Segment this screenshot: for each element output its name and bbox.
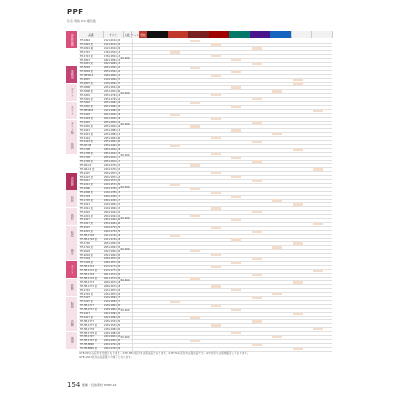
product-code: TE-1713 窓 bbox=[80, 54, 94, 58]
product-size: 205×184×16 bbox=[104, 124, 121, 128]
product-code: TE-1918 窓 bbox=[80, 117, 94, 120]
availability-mark bbox=[231, 106, 241, 108]
product-size: 220×157×20 bbox=[104, 179, 121, 183]
availability-mark bbox=[170, 114, 180, 116]
product-size: 234×194×30 bbox=[104, 222, 121, 226]
column-header bbox=[270, 31, 292, 38]
availability-mark bbox=[252, 47, 262, 49]
availability-mark bbox=[211, 137, 221, 139]
product-code: TE-HP-1797 bbox=[80, 335, 94, 339]
availability-mark bbox=[190, 340, 200, 342]
availability-mark bbox=[211, 75, 221, 77]
product-size: 220×176×26 bbox=[104, 343, 121, 347]
availability-mark bbox=[252, 121, 262, 123]
category-sidebar bbox=[66, 31, 77, 351]
product-code: TE-2215 窓 bbox=[80, 230, 94, 234]
product-code: TE-HP-1778 bbox=[80, 327, 94, 331]
availability-mark bbox=[272, 133, 282, 135]
case-group: 50 400 bbox=[117, 172, 133, 203]
product-size: 205×184×16 bbox=[104, 120, 121, 124]
availability-mark bbox=[313, 328, 323, 330]
product-code: TE-3416 窓 bbox=[80, 105, 94, 109]
product-size: 232×190×20 bbox=[104, 253, 121, 257]
product-code: TE-HP-1773 bbox=[80, 280, 94, 284]
product-code: TE-CN-14 bbox=[80, 163, 92, 167]
availability-mark bbox=[190, 215, 200, 217]
product-code: TE-2201 bbox=[80, 210, 90, 214]
availability-mark bbox=[231, 157, 241, 159]
product-size: 240×200×20 bbox=[104, 335, 121, 339]
product-size: 178×150×13 bbox=[104, 54, 121, 58]
product-code: TE-2807 bbox=[80, 78, 90, 81]
availability-mark bbox=[272, 90, 282, 92]
sidebar-item[interactable]: 再資源 bbox=[66, 173, 77, 190]
product-code: TE-2215 bbox=[80, 226, 90, 230]
case-group: 50 400 bbox=[117, 234, 133, 265]
product-size: 211×174×18 bbox=[104, 237, 121, 241]
product-code: TE-1701 bbox=[80, 288, 90, 292]
availability-mark bbox=[231, 289, 241, 291]
product-code: TE-1917 bbox=[80, 218, 90, 222]
availability-mark bbox=[190, 316, 200, 318]
availability-mark bbox=[293, 242, 303, 244]
product-code: TE-1813 bbox=[80, 58, 90, 62]
availability-mark bbox=[211, 153, 221, 155]
case-group: 50 400 bbox=[117, 265, 133, 296]
product-size: 212×198×20 bbox=[104, 109, 121, 113]
availability-mark bbox=[293, 313, 303, 315]
product-size: 202×164×18 bbox=[104, 117, 121, 120]
footnotes bbox=[79, 352, 334, 360]
availability-mark bbox=[190, 277, 200, 279]
product-size: 232×190×20 bbox=[104, 249, 121, 253]
case-group: 50 400 bbox=[117, 324, 133, 351]
case-group: 50 400 bbox=[117, 109, 133, 140]
product-code: TE-1709 窓 bbox=[80, 159, 94, 163]
product-code: TE-1824 窓 bbox=[80, 42, 94, 46]
product-size: 205×150×10 bbox=[104, 70, 121, 74]
availability-mark bbox=[211, 305, 221, 307]
product-code: TE-HP-1717 窓 bbox=[80, 308, 98, 312]
availability-mark bbox=[313, 223, 323, 225]
sidebar-item[interactable]: ギフト bbox=[66, 102, 77, 119]
table-header bbox=[79, 31, 332, 38]
availability-mark bbox=[231, 86, 241, 88]
product-code: TE-3004 窓 bbox=[80, 70, 94, 74]
availability-mark bbox=[211, 118, 221, 120]
product-size: 180×145×17 bbox=[104, 198, 121, 202]
sidebar-item[interactable]: 店舗 bbox=[66, 314, 77, 331]
availability-mark bbox=[252, 63, 262, 65]
availability-mark bbox=[252, 320, 262, 322]
availability-mark bbox=[190, 40, 200, 42]
product-size: 185×162×23 bbox=[104, 152, 121, 156]
product-size: 215×187×24 bbox=[104, 292, 121, 296]
availability-mark bbox=[293, 203, 303, 205]
sidebar-item[interactable]: ギフト bbox=[66, 84, 77, 101]
product-code: TE-3416 bbox=[80, 101, 90, 105]
product-code: TE-2018 窓 bbox=[80, 253, 94, 257]
availability-mark bbox=[231, 309, 241, 311]
product-code: TE-2417 窓 bbox=[80, 315, 94, 319]
product-code: TE-HP-1717 bbox=[80, 304, 94, 308]
sidebar-item[interactable]: 資材 bbox=[66, 208, 77, 225]
product-size: 202×164×18 bbox=[104, 113, 121, 117]
product-code: TE-2416 窓 bbox=[80, 124, 94, 128]
product-size: 235×160×30 bbox=[104, 140, 121, 144]
availability-mark bbox=[272, 199, 282, 201]
product-code: TE-HP-1777 bbox=[80, 319, 94, 323]
availability-mark bbox=[231, 332, 241, 334]
availability-mark bbox=[272, 293, 282, 295]
product-size: 195×179×14 bbox=[104, 93, 121, 97]
availability-mark bbox=[211, 192, 221, 194]
availability-mark bbox=[211, 207, 221, 209]
case-group: 50 400 bbox=[117, 203, 133, 234]
availability-mark bbox=[170, 51, 180, 53]
product-code: TE-1813 窓 bbox=[80, 62, 94, 66]
product-code: TE-3107 窓 bbox=[80, 300, 94, 304]
product-code: TE-2211 bbox=[80, 179, 90, 183]
availability-mark bbox=[313, 270, 323, 272]
availability-mark bbox=[293, 79, 303, 81]
product-size: 218×153×20 bbox=[104, 319, 121, 323]
availability-mark bbox=[211, 94, 221, 96]
column-header bbox=[291, 31, 313, 38]
product-code: TE-3107 bbox=[80, 296, 90, 300]
availability-mark bbox=[252, 141, 262, 143]
product-size: 205×185×25 bbox=[104, 241, 121, 245]
product-code: TE-HP3014 bbox=[80, 74, 94, 78]
product-code: TE-2807 窓 bbox=[80, 81, 94, 85]
availability-mark bbox=[190, 250, 200, 252]
product-size: 250×187×14 bbox=[104, 171, 121, 175]
product-code: TE-1708 窓 bbox=[80, 152, 94, 156]
product-code: TE-HP3416 bbox=[80, 109, 94, 113]
sidebar-item[interactable] bbox=[66, 49, 77, 66]
sidebar-item[interactable]: 衛生 bbox=[66, 243, 77, 260]
product-size: 228×187×20 bbox=[104, 257, 121, 261]
product-size: 218×198×20 bbox=[104, 331, 121, 335]
availability-mark bbox=[293, 281, 303, 283]
availability-mark bbox=[231, 59, 241, 61]
availability-mark bbox=[170, 301, 180, 303]
product-code: TE-2913 bbox=[80, 128, 90, 132]
availability-mark bbox=[231, 219, 241, 221]
product-size: 240×175×25 bbox=[104, 230, 121, 234]
availability-mark bbox=[313, 168, 323, 170]
product-code: TE-2124 窓 bbox=[80, 140, 94, 144]
product-size: 218×198×20 bbox=[104, 327, 121, 331]
case-group: 50 400 bbox=[117, 140, 133, 171]
product-size: 220×157×20 bbox=[104, 183, 121, 187]
case-group: 50 400 bbox=[117, 296, 133, 323]
product-code: TE-2417 bbox=[80, 312, 90, 315]
product-code: TE-HP-1714 窓 bbox=[80, 269, 98, 273]
availability-mark bbox=[252, 344, 262, 346]
product-size: 210×169×27 bbox=[104, 300, 121, 304]
sidebar-item[interactable]: 業務用 bbox=[66, 66, 77, 83]
product-size: 218×180×20 bbox=[104, 304, 121, 308]
availability-mark bbox=[190, 164, 200, 166]
sidebar-item[interactable]: 粘着 bbox=[66, 226, 77, 243]
availability-mark bbox=[211, 172, 221, 174]
product-code: TE-1911 窓 bbox=[80, 206, 94, 210]
sidebar-item[interactable]: 包装 bbox=[66, 190, 77, 207]
product-size: 218×153×20 bbox=[104, 323, 121, 327]
availability-mark bbox=[252, 231, 262, 233]
availability-mark bbox=[231, 262, 241, 264]
column-header bbox=[147, 31, 169, 38]
availability-mark bbox=[170, 145, 180, 147]
sidebar-item[interactable]: 紙袋 bbox=[66, 137, 77, 154]
product-size: 180×145×17 bbox=[104, 195, 121, 198]
availability-mark bbox=[190, 102, 200, 104]
product-size: 210×169×15 bbox=[104, 202, 121, 206]
product-size: 212×210×24 bbox=[104, 42, 121, 46]
product-code: TE-1708 bbox=[80, 148, 90, 152]
availability-mark bbox=[313, 110, 323, 112]
product-code: TE-1709 bbox=[80, 156, 90, 159]
product-size: 240×200×20 bbox=[104, 339, 121, 343]
product-code: TE-2913 窓 bbox=[80, 132, 94, 136]
availability-mark bbox=[231, 196, 241, 198]
column-header: ケース bbox=[131, 31, 140, 38]
availability-mark bbox=[293, 348, 303, 350]
sidebar-item[interactable]: 食品容器 bbox=[66, 31, 77, 48]
product-size: 195×179×14 bbox=[104, 97, 121, 101]
column-header: 規格 bbox=[139, 31, 148, 38]
column-header bbox=[188, 31, 210, 38]
product-size: 250×192×22 bbox=[104, 210, 121, 214]
case-group: 50 400 bbox=[117, 39, 133, 78]
product-size: 250×192×22 bbox=[104, 214, 121, 218]
page-title: PPF bbox=[67, 8, 84, 16]
product-code: TE-HP-1773 窓 bbox=[80, 284, 98, 288]
availability-mark bbox=[190, 125, 200, 127]
product-code: TE-3808 bbox=[80, 85, 90, 89]
product-size: 225×181×30 bbox=[104, 89, 121, 93]
availability-mark bbox=[252, 211, 262, 213]
page-subtitle: 色名 規格 P/U 梱包数 bbox=[67, 19, 96, 23]
product-size: 205×166×16 bbox=[104, 101, 121, 105]
product-code: TE-3808 窓 bbox=[80, 89, 94, 93]
product-size: 212×210×24 bbox=[104, 46, 121, 50]
product-code: TE-CH-36 bbox=[80, 144, 92, 148]
product-code: TE-HP-1718 bbox=[80, 234, 94, 237]
product-code: TE-HP-1797 窓 bbox=[80, 339, 98, 343]
product-size: 210×169×27 bbox=[104, 296, 121, 300]
product-code: TE-3004 bbox=[80, 66, 90, 70]
product-code: TE-1702 窓 bbox=[80, 245, 94, 249]
product-size: 201×157×20 bbox=[104, 276, 121, 280]
availability-mark bbox=[190, 67, 200, 69]
product-size: 234×194×30 bbox=[104, 218, 121, 222]
product-code: TE-3401 bbox=[80, 93, 90, 97]
sidebar-item[interactable]: ギフト箱 bbox=[66, 120, 77, 137]
availability-mark bbox=[252, 180, 262, 182]
product-size: 205×161×17 bbox=[104, 156, 121, 159]
product-size: 225×188×13 bbox=[104, 132, 121, 136]
product-size: 220×170×15 bbox=[104, 163, 121, 167]
sidebar-item[interactable]: 環境 bbox=[66, 332, 77, 349]
footer-label: 緩衝・包装資材 PORT-24 bbox=[82, 383, 117, 387]
product-code: TE-HP-8890 bbox=[80, 343, 94, 347]
product-code: TE-2124 bbox=[80, 136, 90, 140]
product-code: TE-HP-1714 bbox=[80, 265, 94, 269]
availability-mark bbox=[211, 227, 221, 229]
product-size: 250×187×14 bbox=[104, 175, 121, 179]
availability-mark bbox=[170, 184, 180, 186]
product-size: 205×161×17 bbox=[104, 159, 121, 163]
product-size: 182×168×13 bbox=[104, 58, 121, 62]
product-size: 235×160×30 bbox=[104, 136, 121, 140]
product-code: TE-1703 bbox=[80, 195, 90, 198]
availability-mark bbox=[272, 246, 282, 248]
product-code: TE-2107 bbox=[80, 171, 90, 175]
product-code: TE-1701 窓 bbox=[80, 292, 94, 296]
product-size: 185×162×23 bbox=[104, 148, 121, 152]
sidebar-item[interactable]: 販促 bbox=[66, 297, 77, 314]
product-code: TE-3104 窓 bbox=[80, 261, 94, 265]
availability-mark bbox=[252, 274, 262, 276]
availability-mark bbox=[211, 55, 221, 57]
product-size: 205×185×25 bbox=[104, 245, 121, 249]
availability-mark bbox=[293, 149, 303, 151]
availability-mark bbox=[211, 285, 221, 287]
product-code: TE-1824 黒 bbox=[80, 46, 94, 50]
product-code: TE-3401 窓 bbox=[80, 97, 94, 101]
availability-mark bbox=[211, 43, 221, 45]
product-code: TE-HP-1719 窓 bbox=[80, 276, 98, 280]
availability-mark bbox=[170, 235, 180, 237]
column-header: 品番 bbox=[79, 31, 104, 38]
sidebar-item[interactable]: 装飾 bbox=[66, 279, 77, 296]
availability-mark bbox=[252, 297, 262, 299]
sidebar-item[interactable] bbox=[66, 155, 77, 172]
product-code: TE-HP-1718 窓 bbox=[80, 237, 98, 241]
product-size: 210×169×27 bbox=[104, 81, 121, 85]
product-size: 230×140×20 bbox=[104, 144, 121, 148]
product-code: TE-2416 bbox=[80, 120, 90, 124]
column-header bbox=[168, 31, 190, 38]
product-size: 218×180×20 bbox=[104, 308, 121, 312]
product-size: 215×187×24 bbox=[104, 288, 121, 292]
product-size: 228×187×20 bbox=[104, 261, 121, 265]
column-header bbox=[250, 31, 272, 38]
product-size: 208×167×18 bbox=[104, 280, 121, 284]
footnote-line: ※TE-1917窓付は在庫限りで終了となります。 bbox=[79, 356, 134, 359]
product-size: 225×188×13 bbox=[104, 128, 121, 132]
product-code: TE-1702 bbox=[80, 241, 90, 245]
product-size: 211×174×18 bbox=[104, 234, 121, 237]
column-header bbox=[229, 31, 251, 38]
product-code: TE-1918 bbox=[80, 113, 90, 117]
column-header bbox=[209, 31, 231, 38]
product-code: TE-HP-1719 bbox=[80, 273, 94, 276]
product-size: 210×178×13 bbox=[104, 191, 121, 195]
availability-mark bbox=[211, 254, 221, 256]
product-size: 205×150×10 bbox=[104, 66, 121, 70]
product-size: 205×166×16 bbox=[104, 105, 121, 109]
availability-mark bbox=[231, 238, 241, 240]
availability-mark bbox=[211, 324, 221, 326]
product-code: TE-1917 窓 bbox=[80, 222, 94, 226]
availability-mark bbox=[231, 129, 241, 131]
column-header bbox=[311, 31, 333, 38]
product-code: TE-3104 bbox=[80, 257, 90, 261]
product-size: 212×210×24 bbox=[104, 39, 121, 42]
product-size: 210×169×15 bbox=[104, 206, 121, 210]
product-size: 210×169×27 bbox=[104, 78, 121, 81]
availability-mark bbox=[211, 266, 221, 268]
footnote-line: ※TE-HPのみ窓付き仕様となります。※TE-HPの窓付きは別注品となります。※TE-TSの窓付きは別注品です。※中仕切りは別途販売しております。 bbox=[79, 352, 250, 355]
product-size: 182×168×13 bbox=[104, 62, 121, 66]
product-size: 196×180×14 bbox=[104, 74, 121, 78]
product-code: TE-1824 bbox=[80, 39, 90, 42]
product-code: TE-2107 窓 bbox=[80, 175, 94, 179]
product-size: 201×157×20 bbox=[104, 273, 121, 276]
product-size: 240×175×25 bbox=[104, 226, 121, 230]
product-size: 208×167×18 bbox=[104, 284, 121, 288]
product-size: 213×177×20 bbox=[104, 265, 121, 269]
page-number: 154 bbox=[67, 381, 81, 389]
product-size: 225×181×30 bbox=[104, 85, 121, 89]
product-code: TE-HP-1777 窓 bbox=[80, 323, 98, 327]
case-group: 50 400 bbox=[117, 78, 133, 109]
product-code: TE-2406 窓 bbox=[80, 191, 94, 195]
product-size: 242×199×20 bbox=[104, 315, 121, 319]
product-code: TE-1713 bbox=[80, 50, 90, 54]
availability-mark bbox=[293, 82, 303, 84]
availability-mark bbox=[252, 160, 262, 162]
product-size: 220×170×15 bbox=[104, 167, 121, 171]
availability-mark bbox=[252, 258, 262, 260]
product-size: 178×150×13 bbox=[104, 50, 121, 54]
product-size: 220×176×26 bbox=[104, 347, 121, 351]
product-code: TE-1703 窓 bbox=[80, 198, 94, 202]
product-size: 242×199×20 bbox=[104, 312, 121, 315]
product-size: 213×177×20 bbox=[104, 269, 121, 273]
product-code: TE-2406 bbox=[80, 187, 90, 191]
product-size: 210×178×13 bbox=[104, 187, 121, 191]
column-header: 入数 bbox=[123, 31, 132, 38]
sidebar-item[interactable]: ギフト bbox=[66, 261, 77, 278]
product-code: TE-HP-8890 窓 bbox=[80, 347, 98, 351]
product-code: TE-2201 窓 bbox=[80, 214, 94, 218]
product-code: TE-1911 bbox=[80, 202, 90, 206]
product-code: TE-CN-14 窓 bbox=[80, 167, 95, 171]
product-code: TE-HP-1778 窓 bbox=[80, 331, 98, 335]
availability-mark bbox=[231, 71, 241, 73]
availability-mark bbox=[252, 98, 262, 100]
product-code: TE-2211 窓 bbox=[80, 183, 94, 187]
availability-mark bbox=[272, 336, 282, 338]
column-header: サイズ bbox=[103, 31, 124, 38]
product-code: TE-2018 bbox=[80, 249, 90, 253]
availability-mark bbox=[231, 176, 241, 178]
availability-mark bbox=[190, 188, 200, 190]
